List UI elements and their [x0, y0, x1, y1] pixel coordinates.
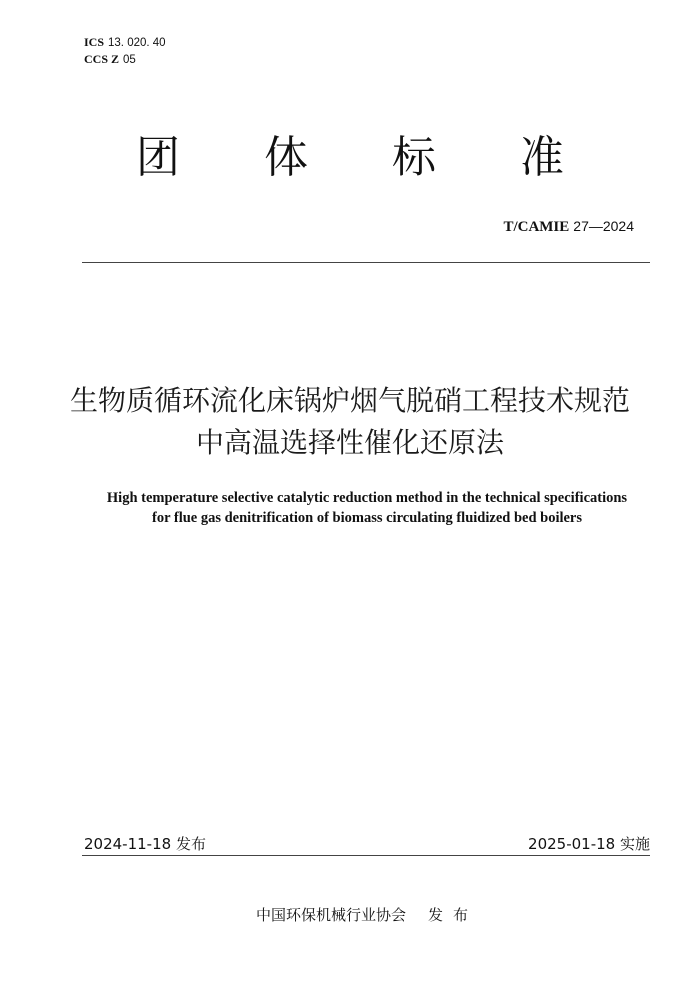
- top-divider: [82, 262, 650, 263]
- chinese-title-line-2: 中高温选择性催化还原法: [195, 426, 504, 459]
- bottom-divider: [82, 855, 650, 856]
- standard-number-prefix: T/CAMIE: [503, 219, 570, 235]
- implementation-date: 2025-01-18 实施: [528, 835, 650, 853]
- classification-codes: [84, 34, 166, 68]
- ccs-code: 05: [123, 54, 136, 66]
- standard-type-char: 准: [520, 132, 564, 183]
- publisher-line: [0, 905, 700, 925]
- ics-code-line: [84, 34, 166, 51]
- publisher-organization: 中国环保机械行业协会: [255, 906, 406, 924]
- publisher-action: 发布: [428, 906, 479, 924]
- issue-date: 2024-11-18 发布: [84, 835, 206, 853]
- english-title-line-2: for flue gas denitrification of biomass circulating fluidized bed boilers: [151, 510, 583, 526]
- chinese-title: [0, 380, 700, 464]
- english-title-line-1: High temperature selective catalytic reduction method in the technical specifications: [106, 490, 628, 506]
- standard-type-heading: [0, 128, 700, 188]
- standard-number: [503, 216, 634, 237]
- standard-type-char: 体: [264, 132, 308, 183]
- chinese-title-line-1: 生物质循环流化床锅炉烟气脱硝工程技术规范: [69, 384, 630, 417]
- ics-label: ICS: [84, 35, 105, 49]
- english-title: [0, 488, 700, 528]
- standard-type-char: 团: [136, 132, 180, 183]
- ccs-label: CCS Z: [84, 52, 120, 66]
- ics-code: 13. 020. 40: [108, 37, 166, 49]
- standard-type-char: 标: [392, 132, 436, 183]
- standard-number-value: 27—2024: [573, 218, 634, 234]
- ccs-code-line: [84, 51, 166, 68]
